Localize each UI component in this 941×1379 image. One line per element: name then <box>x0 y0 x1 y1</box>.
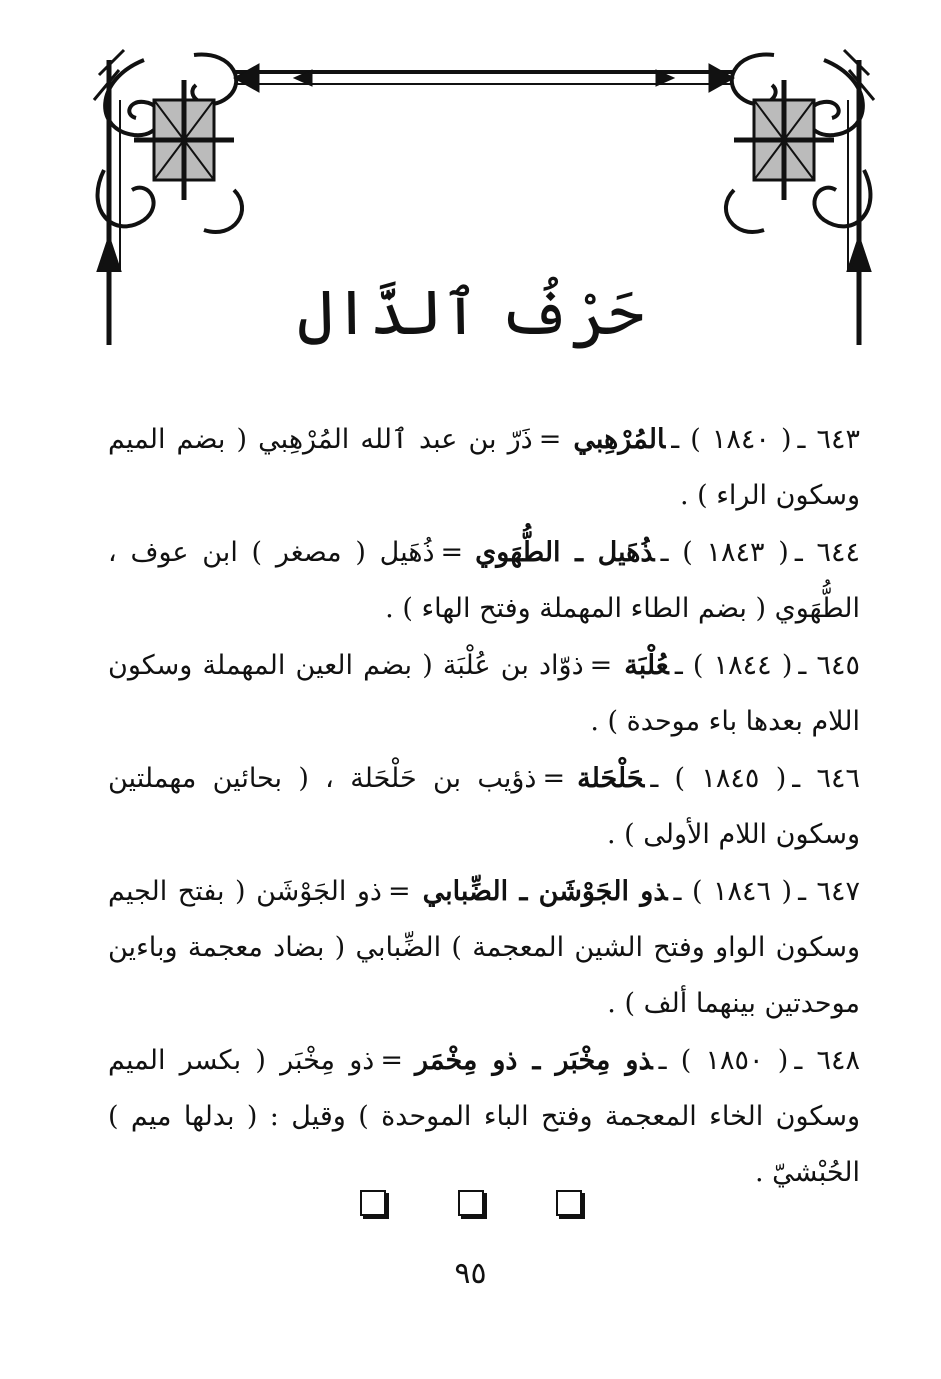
entry-code: ( ١٨٥٠ ) ـ <box>658 1045 789 1076</box>
entry-headword: حَلْحَلة <box>577 763 645 794</box>
entry-body: ذو الجَوْشَن ( بفتح الجيم وسكون الواو وفتح الشين المعجمة ) الضِّبابي ( بضاد معجمة وباءين موحدتين بينهما ألف ) . <box>108 876 860 1019</box>
page-number: ٩٥ <box>454 1256 487 1291</box>
entries-list <box>108 412 860 1202</box>
square-ornament-icon <box>458 1190 484 1216</box>
entry-number: ٦٤٦ ـ <box>792 763 861 794</box>
entry-number: ٦٤٤ ـ <box>794 537 860 568</box>
entry-643 <box>108 412 860 524</box>
equals-sign: = <box>542 763 566 794</box>
entry-644 <box>108 525 860 637</box>
entry-headword: ذُهَيل ـ الطُّهَوي <box>475 537 655 568</box>
equals-sign: = <box>538 424 562 455</box>
entry-code: ( ١٨٤٥ ) ـ <box>650 763 787 794</box>
entry-headword: المُرْهِبي <box>573 424 666 455</box>
equals-sign: = <box>380 1045 403 1076</box>
entry-number: ٦٤٧ ـ <box>798 876 861 907</box>
entry-code: ( ١٨٤٤ ) ـ <box>674 650 793 681</box>
entry-646 <box>108 751 860 863</box>
top-rule <box>234 64 734 92</box>
entry-648 <box>108 1033 860 1201</box>
entry-number: ٦٤٥ ـ <box>798 650 860 681</box>
chapter-title: حَرْفُ ٱلذَّال <box>297 276 644 349</box>
equals-sign: = <box>440 537 464 568</box>
entry-code: ( ١٨٤٣ ) ـ <box>660 537 789 568</box>
entry-headword: ذو الجَوْشَن ـ الضِّبابي <box>422 876 668 907</box>
entry-647 <box>108 864 860 1032</box>
entry-code: ( ١٨٤٦ ) ـ <box>673 876 793 907</box>
entry-body: ذَرّ بن عبد ٱلله المُرْهِبي ( بضم الميم وسكون الراء ) . <box>108 424 860 511</box>
entry-645 <box>108 638 860 750</box>
square-ornament-icon <box>360 1190 386 1216</box>
equals-sign: = <box>387 876 411 907</box>
equals-sign: = <box>589 650 613 681</box>
entry-code: ( ١٨٤٠ ) ـ <box>671 424 792 455</box>
square-ornament-icon <box>556 1190 582 1216</box>
entry-body: ذُهَيل ( مصغر ) ابن عوف ، الطُّهَوي ( بضم الطاء المهملة وفتح الهاء ) . <box>108 537 860 624</box>
entry-body: ذوّاد بن عُلْبَة ( بضم العين المهملة وسكون اللام بعدها باء موحدة ) . <box>108 650 860 737</box>
entry-body: ذو مِخْبَر ( بكسر الميم وسكون الخاء المعجمة وفتح الباء الموحدة ) وقيل : ( بدلها ميم ) الحُبْشيّ . <box>108 1045 860 1188</box>
entry-body: ذؤيب بن حَلْحَلة ، ( بحائين مهملتين وسكون اللام الأولى ) . <box>108 763 860 850</box>
entry-number: ٦٤٣ ـ <box>797 424 861 455</box>
entry-headword: ذو مِخْبَر ـ ذو مِخْمَر <box>414 1045 653 1076</box>
section-end-marks <box>0 1190 941 1216</box>
entry-headword: عُلْبَة <box>624 650 669 681</box>
entry-number: ٦٤٨ ـ <box>794 1045 860 1076</box>
